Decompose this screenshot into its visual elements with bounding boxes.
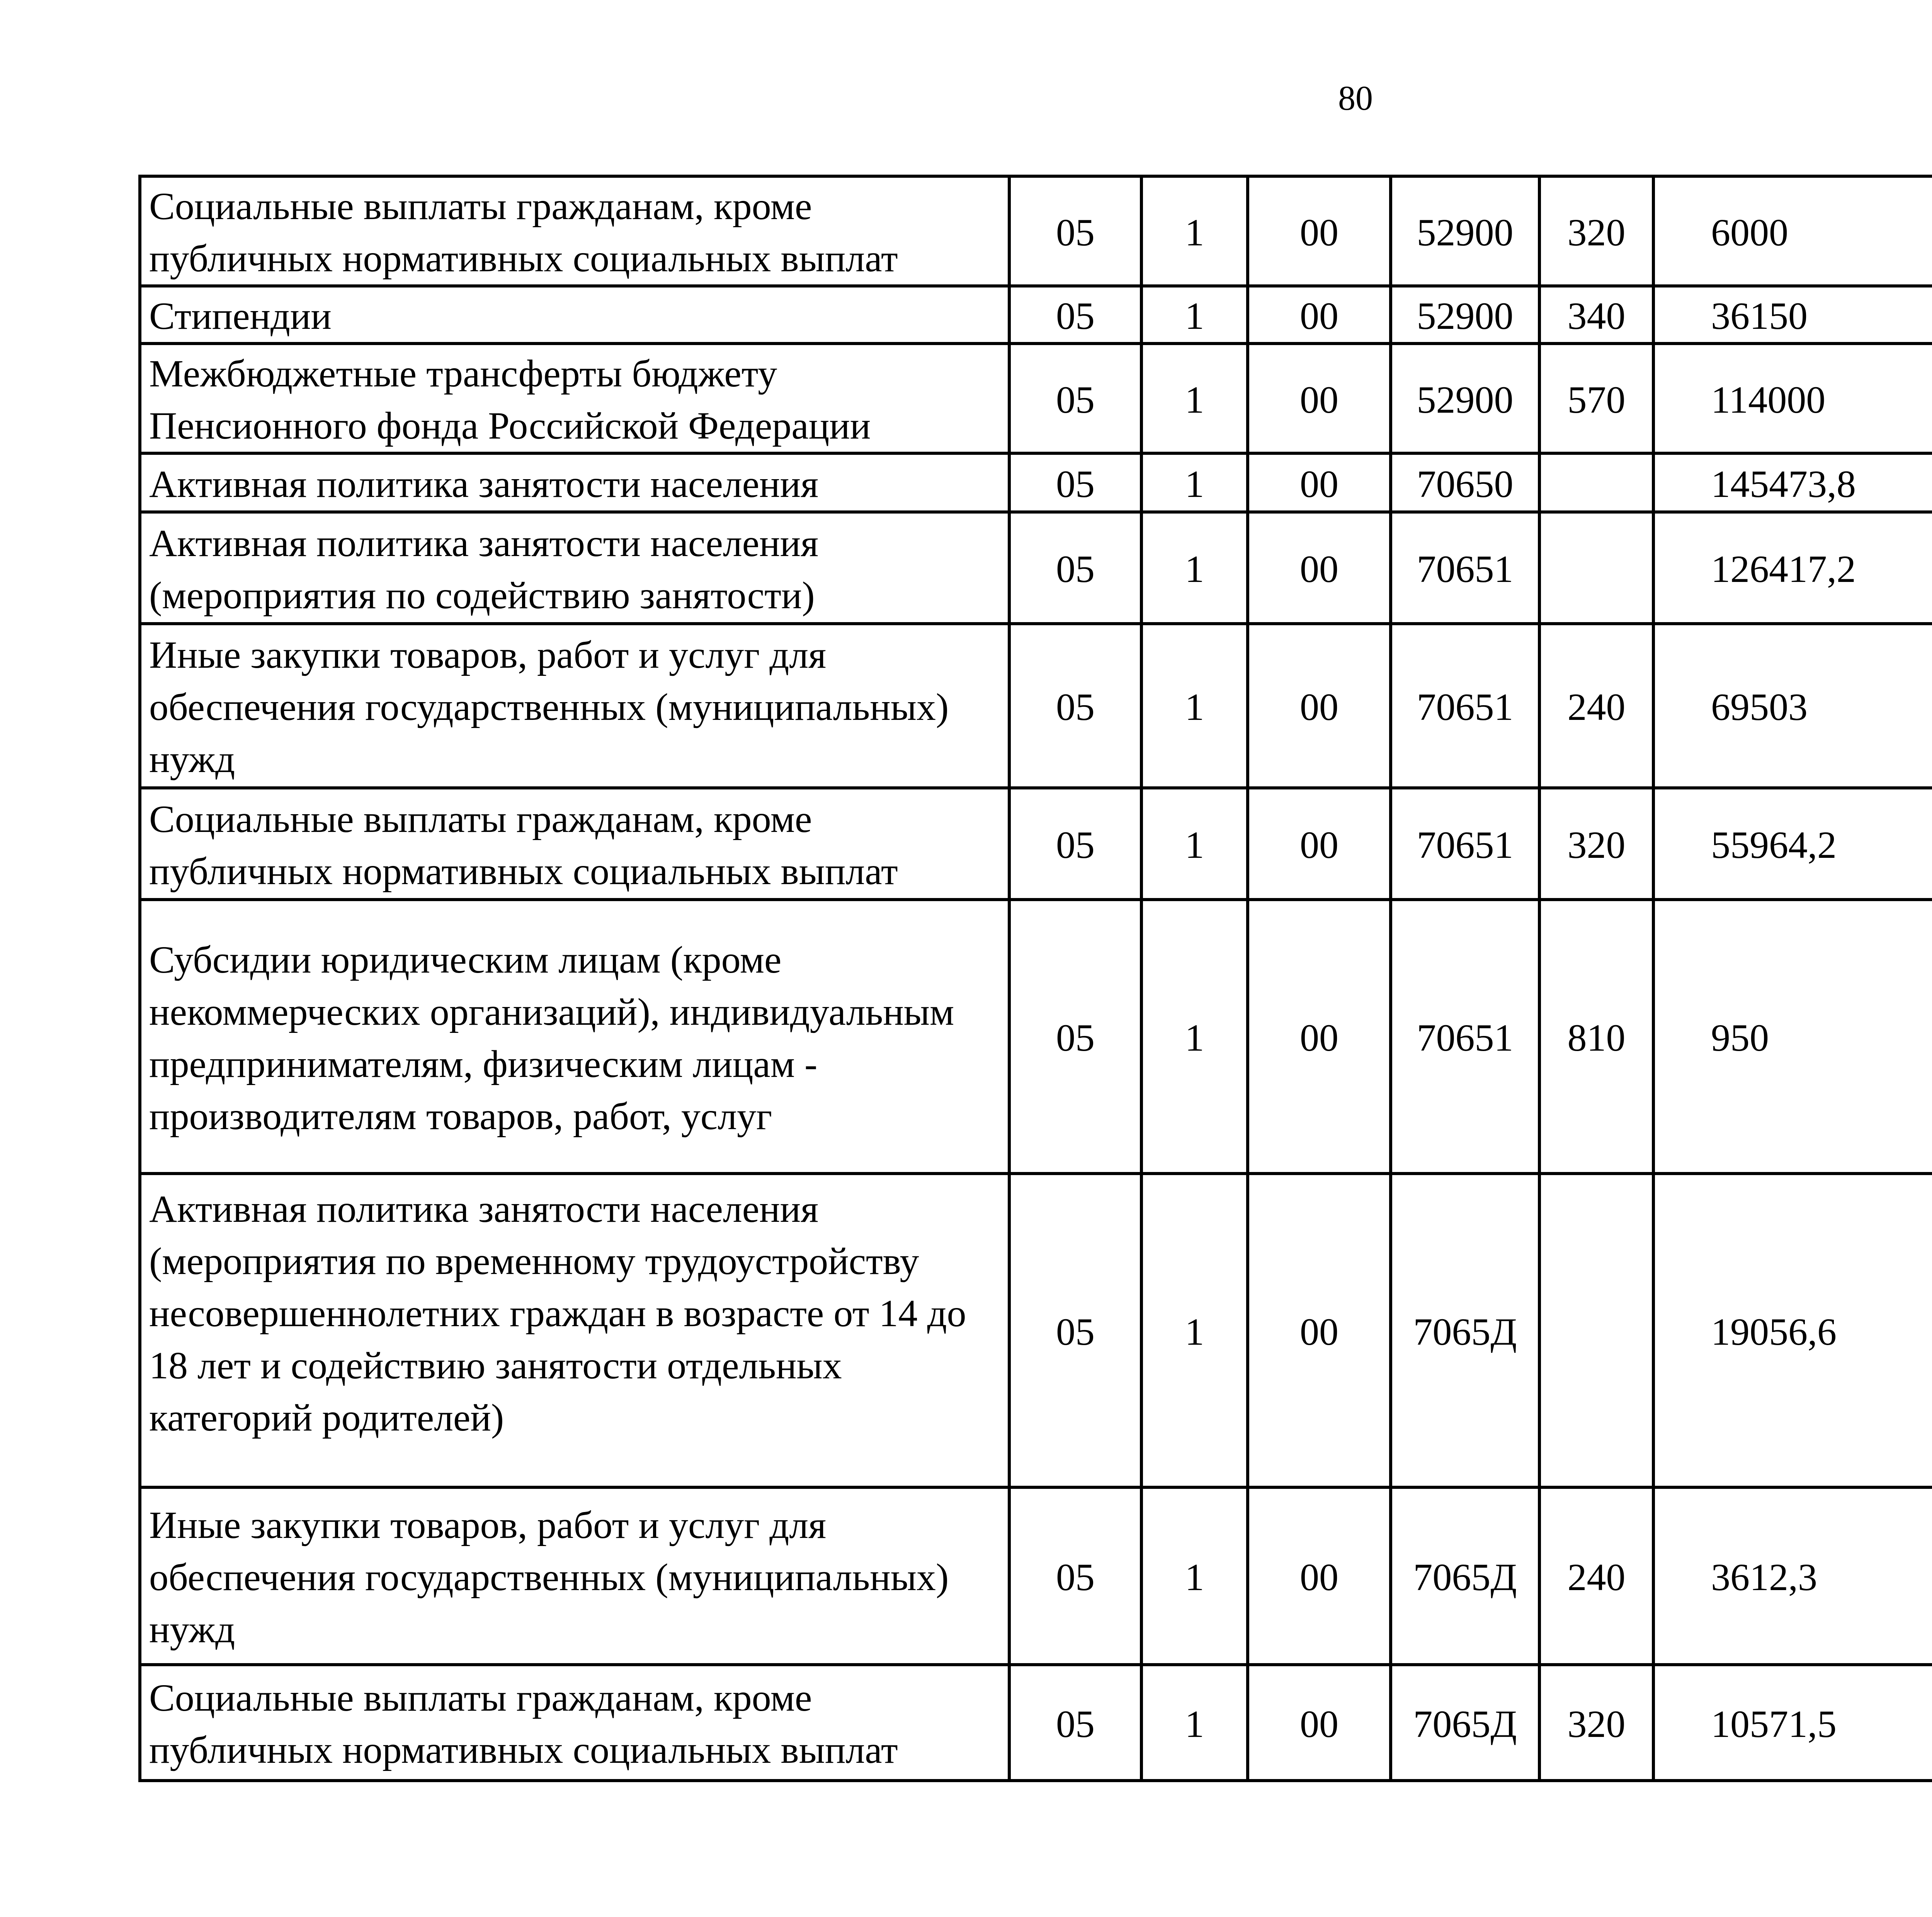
direction-code: 70651 [1391,900,1539,1174]
row-name: Социальные выплаты гражданам, кроме публичных нормативных социальных выплат [140,176,1009,286]
sum-year-1: 55964,2 [1653,788,1932,900]
direction-code: 52900 [1391,344,1539,453]
direction-code: 52900 [1391,176,1539,286]
expense-type-code: 240 [1539,624,1653,788]
sum-year-1: 6000 [1653,176,1932,286]
program-code: 1 [1141,1487,1248,1665]
section-code: 05 [1009,286,1141,344]
subprogram-code: 00 [1248,453,1391,512]
expense-type-code: 570 [1539,344,1653,453]
sum-year-1: 36150 [1653,286,1932,344]
expense-type-code [1539,453,1653,512]
subprogram-code: 00 [1248,344,1391,453]
row-name: Социальные выплаты гражданам, кроме публичных нормативных социальных выплат [140,788,1009,900]
sum-year-1: 126417,2 [1653,512,1932,624]
sum-year-1: 10571,5 [1653,1665,1932,1781]
sum-year-1: 19056,6 [1653,1174,1932,1487]
row-name: Активная политика занятости населения [140,453,1009,512]
section-code: 05 [1009,1487,1141,1665]
sum-year-1: 3612,3 [1653,1487,1932,1665]
section-code: 05 [1009,344,1141,453]
table-row [140,1174,1932,1487]
direction-code: 70650 [1391,453,1539,512]
program-code: 1 [1141,512,1248,624]
subprogram-code: 00 [1248,900,1391,1174]
section-code: 05 [1009,453,1141,512]
section-code: 05 [1009,1174,1141,1487]
direction-code: 70651 [1391,788,1539,900]
program-code: 1 [1141,286,1248,344]
row-name: Межбюджетные трансферты бюджету Пенсионного фонда Российской Федерации [140,344,1009,453]
subprogram-code: 00 [1248,624,1391,788]
row-name: Стипендии [140,286,1009,344]
section-code: 05 [1009,624,1141,788]
row-name: Субсидии юридическим лицам (кроме некоммерческих организаций), индивидуальным предпринимателям, физическим лицам - производителям товаров, работ, услуг [140,900,1009,1174]
program-code: 1 [1141,788,1248,900]
subprogram-code: 00 [1248,512,1391,624]
table-row [140,286,1932,344]
sum-year-1: 950 [1653,900,1932,1174]
expense-type-code: 320 [1539,1665,1653,1781]
direction-code: 52900 [1391,286,1539,344]
row-name: Активная политика занятости населения (мероприятия по содействию занятости) [140,512,1009,624]
sum-year-1: 145473,8 [1653,453,1932,512]
section-code: 05 [1009,900,1141,1174]
table-row [140,900,1932,1174]
row-name: Социальные выплаты гражданам, кроме публичных нормативных социальных выплат [140,1665,1009,1781]
program-code: 1 [1141,1174,1248,1487]
table-row [140,788,1932,900]
subprogram-code: 00 [1248,788,1391,900]
subprogram-code: 00 [1248,176,1391,286]
subprogram-code: 00 [1248,286,1391,344]
expense-type-code: 810 [1539,900,1653,1174]
budget-table [138,175,1932,1782]
table-row [140,624,1932,788]
page-number: 80 [1338,79,1373,117]
subprogram-code: 00 [1248,1487,1391,1665]
row-name: Иные закупки товаров, работ и услуг для обеспечения государственных (муниципальных) нужд [140,624,1009,788]
sum-year-1: 69503 [1653,624,1932,788]
table-row [140,453,1932,512]
row-name: Иные закупки товаров, работ и услуг для обеспечения государственных (муниципальных) нужд [140,1487,1009,1665]
expense-type-code: 340 [1539,286,1653,344]
row-name: Активная политика занятости населения (мероприятия по временному трудоустройству несовершеннолетних граждан в возрасте от 14 до 18 лет и содействию занятости отдельных категорий родителей) [140,1174,1009,1487]
direction-code: 7065Д [1391,1665,1539,1781]
program-code: 1 [1141,176,1248,286]
direction-code: 70651 [1391,624,1539,788]
direction-code: 7065Д [1391,1174,1539,1487]
table-row [140,344,1932,453]
table-row [140,176,1932,286]
direction-code: 7065Д [1391,1487,1539,1665]
expense-type-code: 240 [1539,1487,1653,1665]
subprogram-code: 00 [1248,1665,1391,1781]
section-code: 05 [1009,512,1141,624]
program-code: 1 [1141,344,1248,453]
expense-type-code: 320 [1539,788,1653,900]
section-code: 05 [1009,788,1141,900]
expense-type-code: 320 [1539,176,1653,286]
expense-type-code [1539,1174,1653,1487]
sum-year-1: 114000 [1653,344,1932,453]
program-code: 1 [1141,900,1248,1174]
program-code: 1 [1141,1665,1248,1781]
table-row [140,512,1932,624]
table-row [140,1487,1932,1665]
program-code: 1 [1141,624,1248,788]
program-code: 1 [1141,453,1248,512]
direction-code: 70651 [1391,512,1539,624]
section-code: 05 [1009,1665,1141,1781]
table-row [140,1665,1932,1781]
section-code: 05 [1009,176,1141,286]
subprogram-code: 00 [1248,1174,1391,1487]
expense-type-code [1539,512,1653,624]
